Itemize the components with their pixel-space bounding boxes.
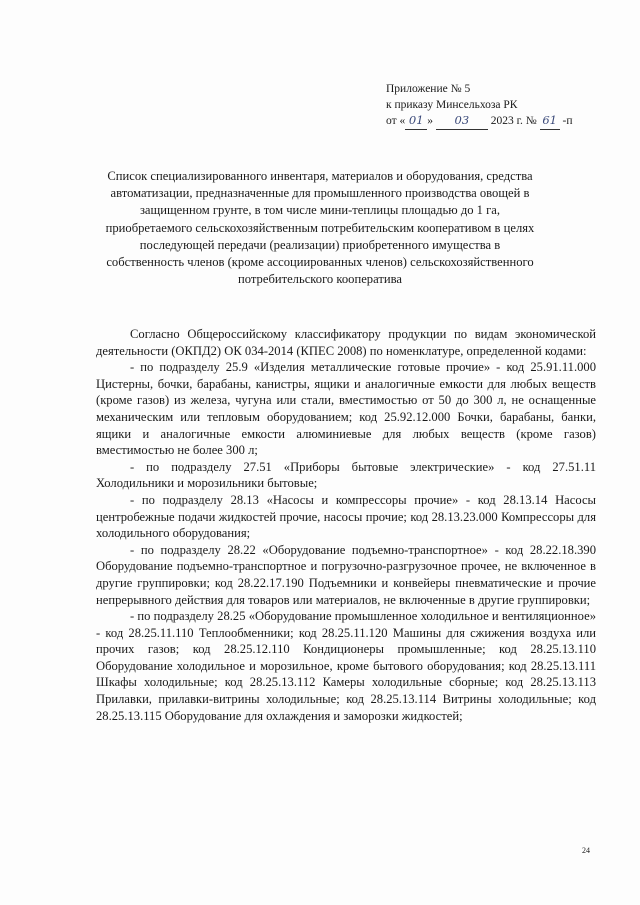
date-prefix: от « xyxy=(386,115,406,127)
intro-paragraph: Согласно Общероссийскому классификатору продукции по видам экономической деятельности (ОКПД2) ОК 034-2014 (КПЕС 2008) по номенклатуре, определенной кодами: xyxy=(96,327,596,358)
document-body xyxy=(96,326,596,724)
annex-date-line xyxy=(386,113,573,130)
list-item-27-51: - по подразделу 27.51 «Приборы бытовые электрические» - код 27.51.11 Холодильники и морозильники бытовые; xyxy=(96,459,596,491)
list-item-28-13: - по подразделу 28.13 «Насосы и компрессоры прочие» - код 28.13.14 Насосы центробежные подачи жидкостей прочие, насосы прочие; код 28.13.23.000 Компрессоры для холодильного оборудования; xyxy=(96,492,596,541)
list-item-25-9: - по подразделу 25.9 «Изделия металлические готовые прочие» - код 25.91.11.000 Цистерны, бочки, барабаны, канистры, ящики и аналогичные емкости для любых веществ (кроме газов) из железа, чугуна или стали, вместимостью от 50 до 300 л, не оснащенные механическим или тепловым оборудованием; код 25.92.12.000 Бочки, барабаны, банки, ящики и аналогичные емкости алюминиевые для любых веществ (кроме газов) вместимостью не более 300 л; xyxy=(96,360,596,458)
date-separator: » xyxy=(427,115,436,127)
handwritten-day: 01 xyxy=(405,113,427,130)
order-suffix: -п xyxy=(559,115,573,127)
year-text: 2023 г. № xyxy=(487,115,540,127)
handwritten-month: 03 xyxy=(436,113,488,130)
annex-header xyxy=(386,82,573,130)
list-item-28-22: - по подразделу 28.22 «Оборудование подъемно-транспортное» - код 28.22.18.390 Оборудование подъемно-транспортное и погрузочно-разгрузочное прочее, не включенное в другие группировки; код 28.22.17.190 Подъемники и конвейеры пневматические и прочие непрерывного действия для товаров или материалов, не включенные в другие группировки; xyxy=(96,542,596,607)
page-number: 24 xyxy=(582,846,590,855)
annex-title: Приложение № 5 xyxy=(386,83,471,95)
document-title: Список специализированного инвентаря, материалов и оборудования, средства автоматизации, предназначенные для промышленного производства овощей в защищенном грунте, в том числе мини-теплицы площадью до 1 га, приобретаемого сельскохозяйственным потребительским кооперативом в целях последующей передачи (реализации) приобретенного имущества в собственность членов (кроме ассоциированных членов) сельскохозяйственного потребительского кооператива xyxy=(105,169,535,287)
handwritten-order-number: 61 xyxy=(540,113,560,130)
annex-order-ref: к приказу Минсельхоза РК xyxy=(386,98,518,111)
list-item-28-25: - по подразделу 28.25 «Оборудование промышленное холодильное и вентиляционное» - код 28.25.11.110 Теплообменники; код 28.25.11.120 Машины для сжижения воздуха или прочих газов; код 28.25.12.110 Кондиционеры промышленные; код 28.25.13.110 Оборудование холодильное и морозильное, кроме бытового оборудования; код 28.25.13.111 Шкафы холодильные; код 28.25.13.112 Камеры холодильные сборные; код 28.25.13.113 Прилавки, прилавки-витрины холодильные; код 28.25.13.114 Витрины холодильные; код 28.25.13.115 Оборудование для охлаждения и заморозки жидкостей; xyxy=(96,609,596,723)
